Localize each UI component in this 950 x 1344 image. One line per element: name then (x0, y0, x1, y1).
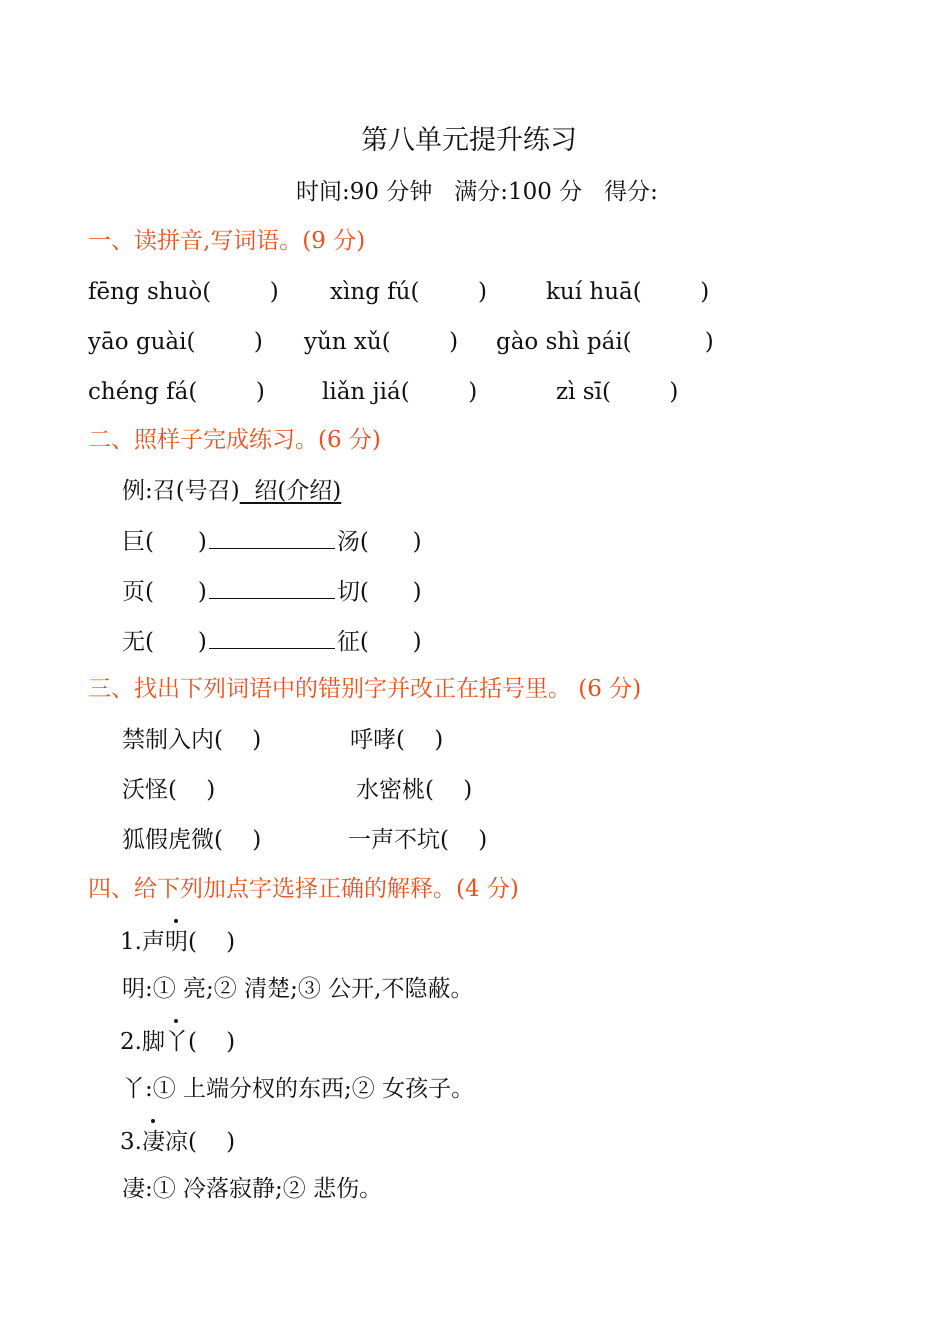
answer-blank[interactable] (209, 626, 335, 649)
exercise-row (122, 576, 422, 607)
question-2-prefix: 2.脚 (120, 1029, 165, 1055)
example-line (122, 476, 341, 506)
exercise-right: 切( ) (336, 579, 422, 605)
word-item: 狐假虎微( ) (122, 827, 262, 853)
exercise-left: 无( ) (122, 629, 207, 655)
example-answer: 绍(介绍) (239, 478, 342, 504)
question-2 (120, 1027, 235, 1057)
word-item: 禁制入内( ) (122, 727, 262, 753)
pinyin-item: zì sī( ) (556, 379, 679, 405)
question-3-blank: 凉( ) (164, 1129, 236, 1155)
definition-1: 明:① 亮;② 清楚;③ 公开,不隐蔽。 (122, 976, 474, 1002)
dotted-character: 明 (164, 929, 188, 955)
pinyin-item: xìng fú( ) (330, 279, 487, 305)
pinyin-item: gào shì pái( ) (496, 329, 714, 355)
pinyin-item: liǎn jiá( ) (322, 379, 478, 405)
page-title: 第八单元提升练习 (361, 125, 577, 156)
pinyin-item: yǔn xǔ( ) (304, 329, 459, 355)
section-4-heading: 四、给下列加点字选择正确的解释。(4 分) (88, 876, 519, 902)
exercise-left: 页( ) (122, 579, 207, 605)
exercise-left: 巨( ) (122, 529, 207, 555)
pinyin-item: chéng fá( ) (88, 379, 265, 405)
section-3-heading: 三、找出下列词语中的错别字并改正在括号里。 (6 分) (88, 676, 642, 702)
dotted-character: 凄 (141, 1129, 165, 1155)
word-item: 水密桃( ) (356, 777, 473, 803)
pinyin-item: fēng shuò( ) (88, 279, 279, 305)
exam-meta: 时间:90 分钟 满分:100 分 得分: (296, 179, 658, 205)
word-item: 一声不坑( ) (348, 827, 488, 853)
question-1 (120, 927, 235, 957)
word-item: 沃怪( ) (122, 777, 216, 803)
question-3 (120, 1127, 235, 1157)
definition-2: 丫:① 上端分杈的东西;② 女孩子。 (122, 1076, 475, 1102)
section-1-heading: 一、读拼音,写词语。(9 分) (88, 228, 366, 254)
question-3-prefix: 3. (120, 1129, 142, 1155)
answer-blank[interactable] (209, 576, 335, 599)
section-2-heading: 二、照样子完成练习。(6 分) (88, 427, 381, 453)
pinyin-item: yāo guài( ) (88, 329, 263, 355)
question-1-prefix: 1.声 (120, 929, 165, 955)
exercise-right: 汤( ) (336, 529, 422, 555)
example-prefix: 例:召(号召) (122, 478, 240, 504)
exercise-right: 征( ) (336, 629, 422, 655)
question-1-blank: ( ) (187, 929, 236, 955)
exercise-row (122, 526, 422, 557)
definition-3: 凄:① 冷落寂静;② 悲伤。 (122, 1176, 383, 1202)
answer-blank[interactable] (209, 526, 335, 549)
question-2-blank: ( ) (187, 1029, 236, 1055)
word-item: 呼哮( ) (350, 727, 444, 753)
dotted-character: 丫 (164, 1029, 188, 1055)
pinyin-item: kuí huā( ) (546, 279, 710, 305)
exercise-row (122, 626, 422, 657)
